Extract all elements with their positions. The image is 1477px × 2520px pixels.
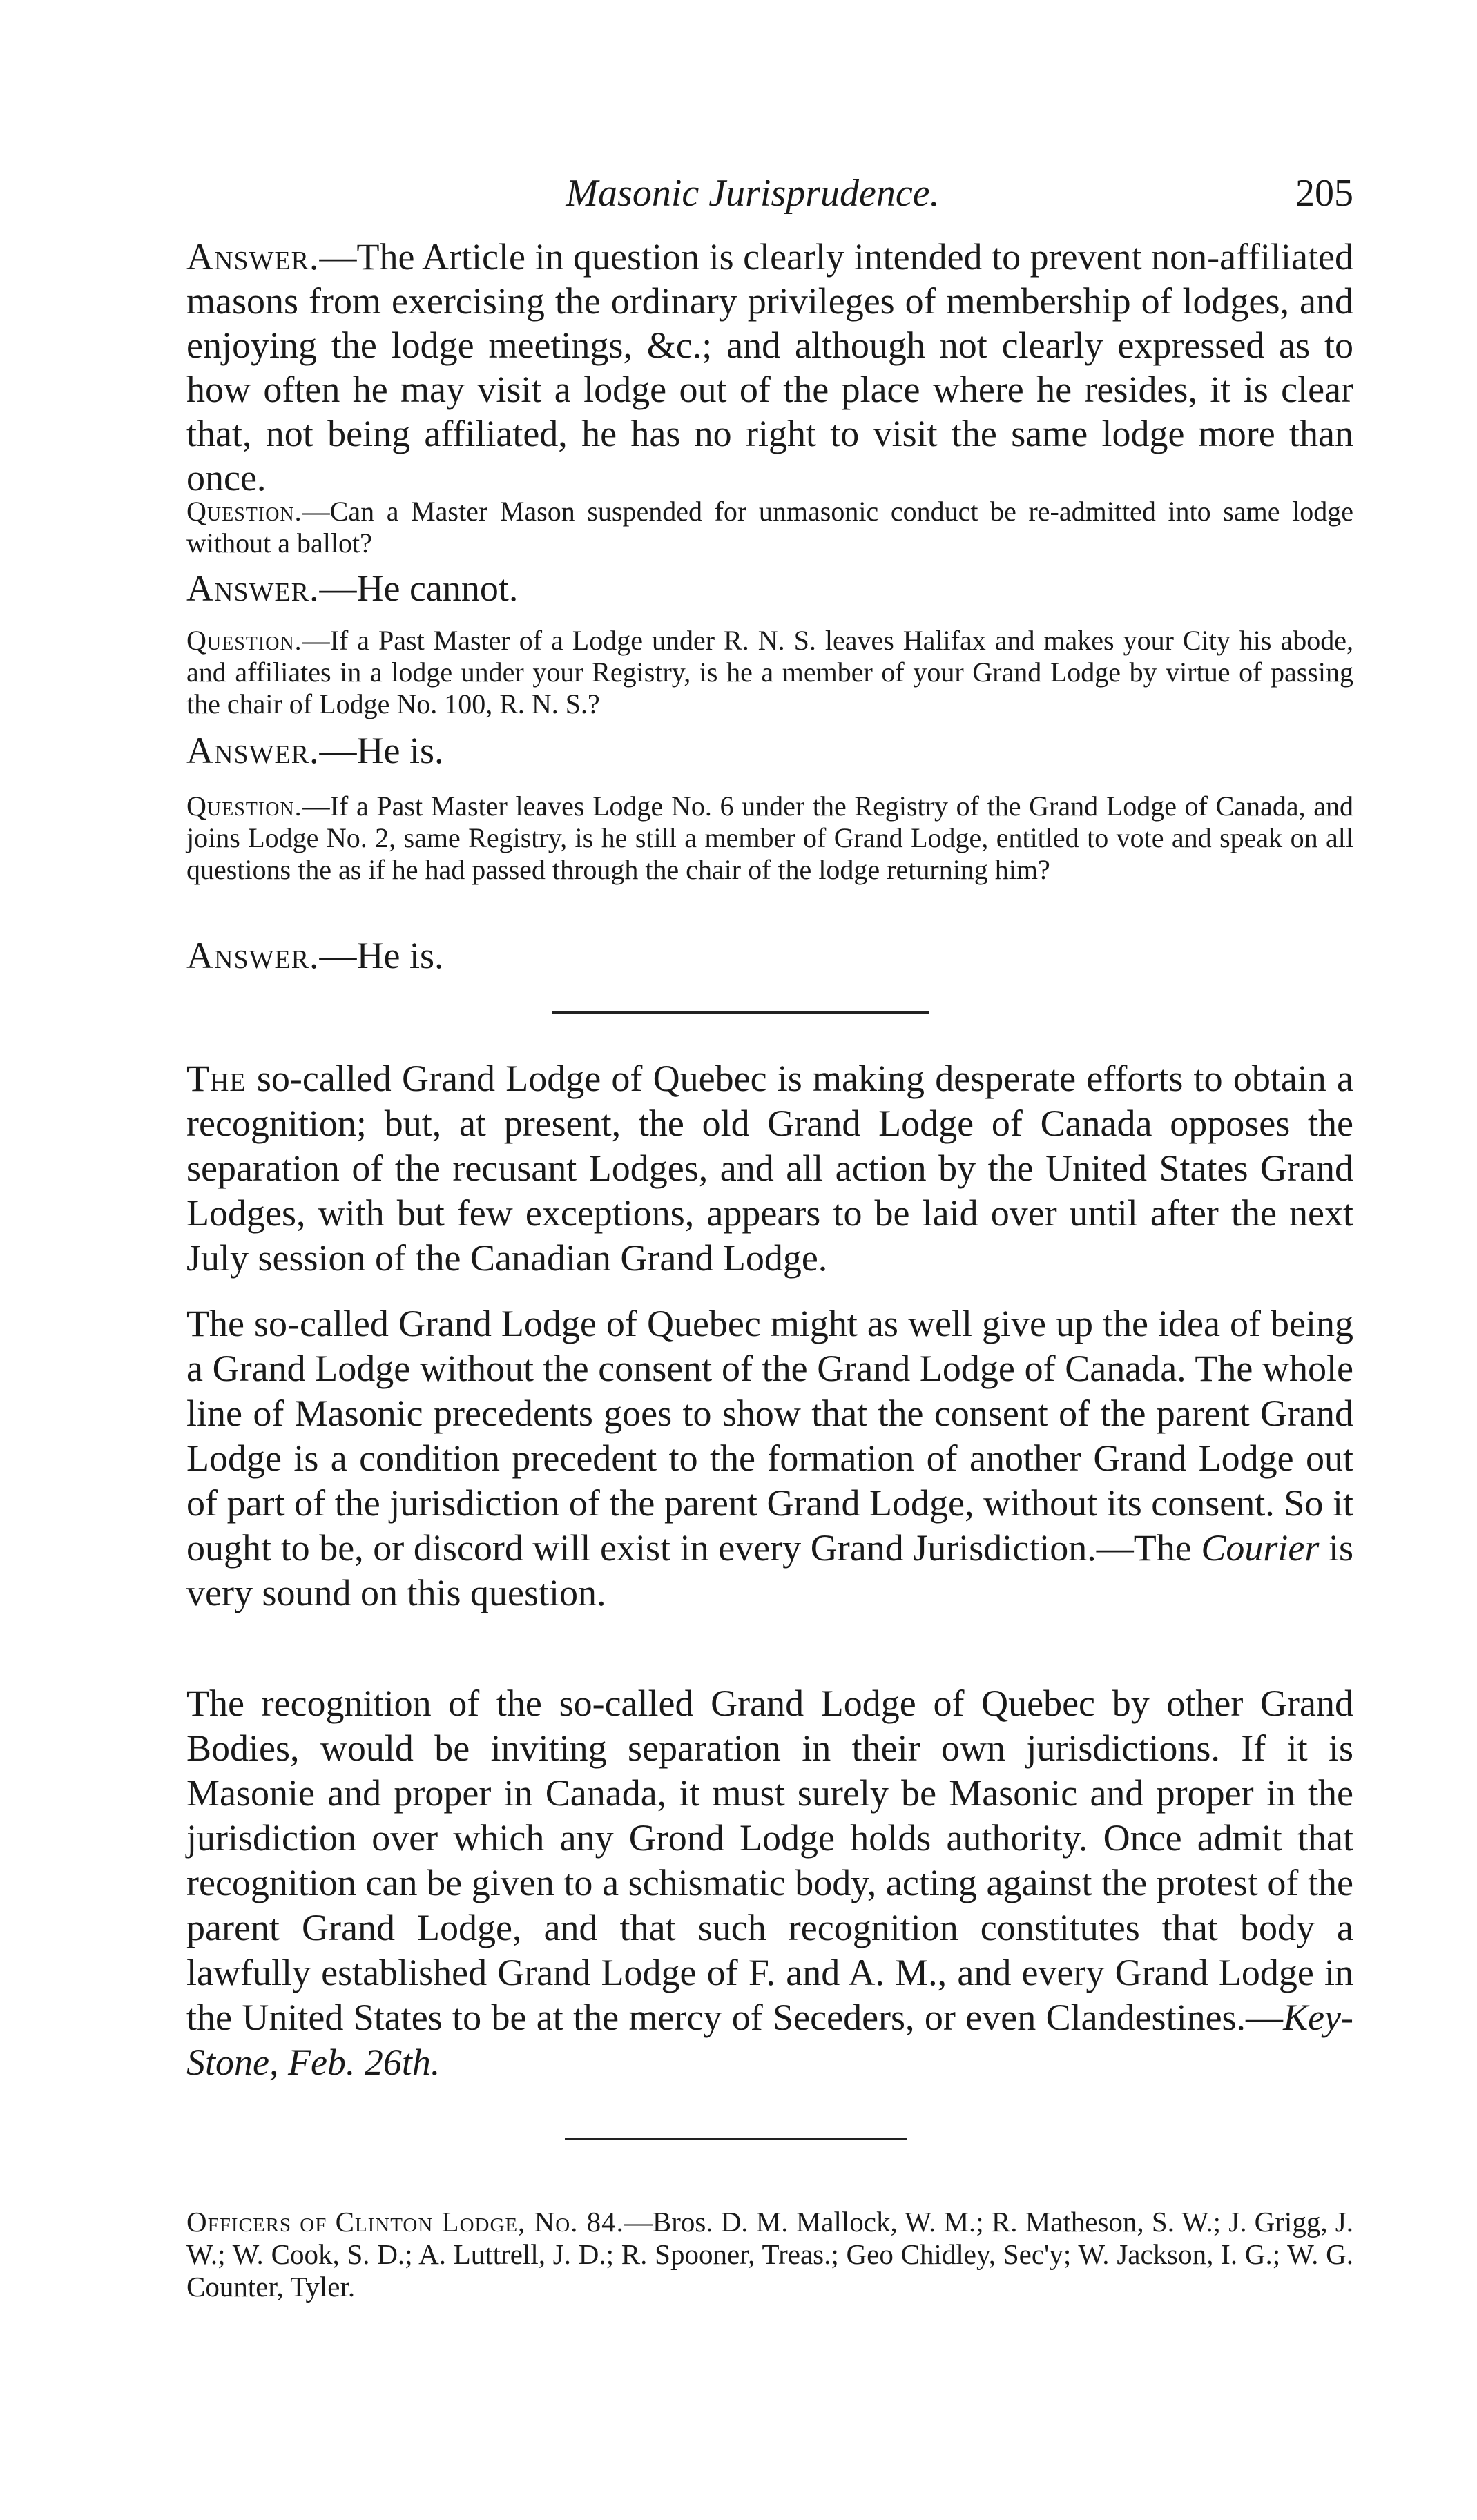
question-label: Question. [186, 496, 302, 527]
question-text: —If a Past Master leaves Lodge No. 6 under the Registry of the Grand Lodge of Canada, and joins Lodge No. 2, same Registry, is he still a member of Grand Lodge, entitled to vote and speak on all questions the as if he had passed through the chair of the lodge returning him? [186, 791, 1353, 885]
answer-paragraph [186, 235, 1353, 500]
answer-text: —The Article in question is clearly intended to prevent non-affiliated masons from exercising the ordinary privileges of membership of lodges, and enjoying the lodge meetings, &c.; and although not clearly expressed as to how often he may visit a lodge out of the place where he resides, it is clear that, not being affiliated, he has no right to visit the same lodge more than once. [186, 236, 1353, 498]
paragraph-text: so-called Grand Lodge of Quebec is making desperate efforts to obtain a recognition; but, at present, the old Grand Lodge of Canada opposes the separation of the recusant Lodges, and all action by the United States Grand Lodges, with but few exceptions, appears to be laid over until after the next July session of the Canadian Grand Lodge. [186, 1058, 1353, 1279]
question-label: Question. [186, 625, 302, 656]
paragraph-text: The recognition of the so-called Grand Lodge of Quebec by other Grand Bodies, would be inviting separation in their own jurisdictions. If it is Masonie and proper in Canada, it must surely be Masonic and proper in the jurisdiction over which any Grond Lodge holds authority. Once admit that recognition can be given to a schismatic body, acting against the protest of the parent Grand Lodge, and that such recognition constitutes that body a lawfully established Grand Lodge of F. and A. M., and every Grand Lodge in the United States to be at the mercy of Seceders, or even Clandestines.— [186, 1683, 1353, 2038]
answer-text: —He is. [319, 935, 444, 976]
officers-list: —Bros. D. M. Mallock, W. M.; R. Matheson, S. W.; J. Grigg, J. W.; W. Cook, S. D.; A. Luttrell, J. D.; R. Spooner, Treas.; Geo Chidley, Sec'y; W. Jackson, I. G.; W. G. Counter, Tyler. [186, 2206, 1353, 2303]
page-number: 205 [1295, 172, 1353, 215]
question-text: —If a Past Master of a Lodge under R. N. S. leaves Halifax and makes your City his abode, and affiliates in a lodge under your Registry, is he a member of your Grand Lodge by virtue of passing the chair of Lodge No. 100, R. N. S.? [186, 625, 1353, 719]
article-paragraph [186, 1681, 1353, 2085]
question-paragraph [186, 625, 1353, 720]
answer-text: —He cannot. [319, 568, 519, 609]
answer-paragraph [186, 933, 1353, 978]
answer-label: Answer. [186, 236, 320, 278]
question-text: —Can a Master Mason suspended for unmasonic conduct be re-admitted into same lodge without a ballot? [186, 496, 1353, 559]
paragraph-text: The so-called Grand Lodge of Quebec might as well give up the idea of being a Grand Lodge without the consent of the Grand Lodge of Canada. The whole line of Masonic precedents goes to show that the consent of the parent Grand Lodge is a condition precedent to the formation of another Grand Lodge out of part of the jurisdiction of the parent Grand Lodge, without its consent. So it ought to be, or discord will exist in every Grand Jurisdiction.—The [186, 1303, 1353, 1569]
officers-notice [186, 2206, 1353, 2303]
question-paragraph [186, 496, 1353, 559]
answer-paragraph [186, 566, 1353, 610]
lead-word: The [186, 1058, 247, 1099]
answer-text: —He is. [319, 730, 444, 771]
answer-label: Answer. [186, 730, 320, 771]
paragraph-text: is very sound on this question. [186, 1527, 1353, 1613]
running-title: Masonic Jurisprudence. [566, 172, 940, 215]
article-paragraph [186, 1056, 1353, 1281]
section-divider [552, 1011, 929, 1014]
running-head [186, 166, 1353, 221]
section-divider [565, 2138, 907, 2140]
article-paragraph [186, 1301, 1353, 1616]
answer-paragraph [186, 728, 1353, 773]
publication-name: Courier [1201, 1527, 1320, 1569]
answer-label: Answer. [186, 568, 320, 609]
source-citation: Key-Stone, Feb. 26th. [186, 1997, 1353, 2083]
officers-heading: Officers of Clinton Lodge, No. 84. [186, 2206, 624, 2238]
answer-label: Answer. [186, 935, 320, 976]
question-label: Question. [186, 791, 302, 822]
question-paragraph [186, 791, 1353, 886]
